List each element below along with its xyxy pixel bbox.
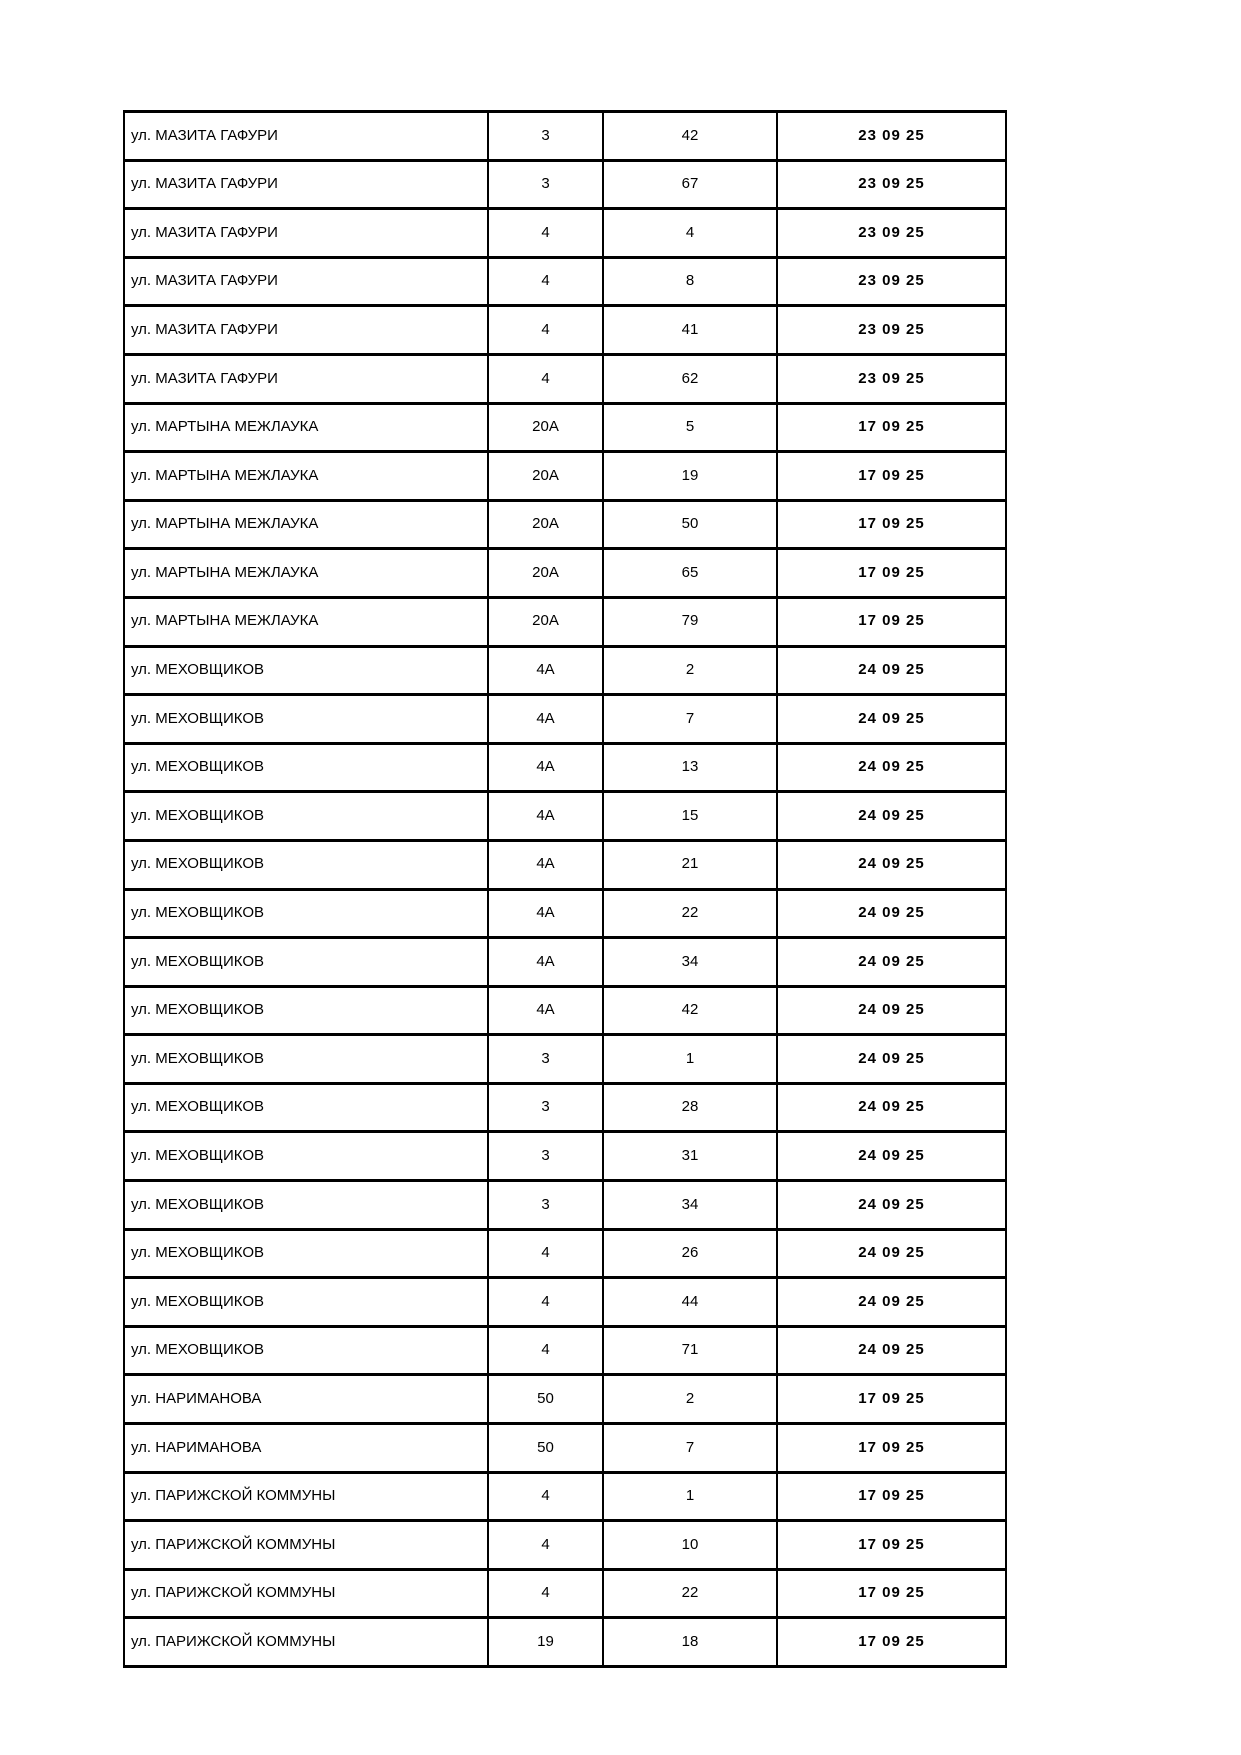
house-number-cell: 20А <box>488 500 603 549</box>
apartment-number-cell: 44 <box>603 1278 777 1327</box>
house-number-cell: 4А <box>488 986 603 1035</box>
apartment-number-cell: 34 <box>603 1181 777 1230</box>
apartment-number-cell: 79 <box>603 597 777 646</box>
house-number-cell: 4А <box>488 792 603 841</box>
table-row <box>124 306 1006 355</box>
house-number-cell: 3 <box>488 1035 603 1084</box>
table-row <box>124 986 1006 1035</box>
table-row <box>124 500 1006 549</box>
date-cell: 23 09 25 <box>777 306 1006 355</box>
table-row <box>124 257 1006 306</box>
apartment-number-cell: 41 <box>603 306 777 355</box>
house-number-cell: 3 <box>488 1132 603 1181</box>
street-name-cell: ул. МЕХОВЩИКОВ <box>124 1278 488 1327</box>
street-name-cell: ул. ПАРИЖСКОЙ КОММУНЫ <box>124 1618 488 1667</box>
date-cell: 17 09 25 <box>777 1472 1006 1521</box>
street-name-cell: ул. МЕХОВЩИКОВ <box>124 743 488 792</box>
date-cell: 24 09 25 <box>777 743 1006 792</box>
apartment-number-cell: 22 <box>603 889 777 938</box>
street-name-cell: ул. МЕХОВЩИКОВ <box>124 646 488 695</box>
street-name-cell: ул. МЕХОВЩИКОВ <box>124 986 488 1035</box>
apartment-number-cell: 10 <box>603 1521 777 1570</box>
street-name-cell: ул. МЕХОВЩИКОВ <box>124 695 488 744</box>
house-number-cell: 3 <box>488 112 603 161</box>
apartment-number-cell: 28 <box>603 1083 777 1132</box>
apartment-number-cell: 21 <box>603 840 777 889</box>
date-cell: 24 09 25 <box>777 695 1006 744</box>
street-name-cell: ул. ПАРИЖСКОЙ КОММУНЫ <box>124 1569 488 1618</box>
table-row <box>124 1181 1006 1230</box>
table-row <box>124 938 1006 987</box>
house-number-cell: 4 <box>488 257 603 306</box>
table-row <box>124 695 1006 744</box>
apartment-number-cell: 1 <box>603 1035 777 1084</box>
house-number-cell: 4 <box>488 1472 603 1521</box>
house-number-cell: 4 <box>488 1278 603 1327</box>
table-row <box>124 354 1006 403</box>
apartment-number-cell: 65 <box>603 549 777 598</box>
date-cell: 23 09 25 <box>777 257 1006 306</box>
table-row <box>124 112 1006 161</box>
apartment-number-cell: 13 <box>603 743 777 792</box>
street-name-cell: ул. МЕХОВЩИКОВ <box>124 1132 488 1181</box>
date-cell: 24 09 25 <box>777 1181 1006 1230</box>
apartment-number-cell: 18 <box>603 1618 777 1667</box>
street-name-cell: ул. МАЗИТА ГАФУРИ <box>124 209 488 258</box>
street-name-cell: ул. МЕХОВЩИКОВ <box>124 1035 488 1084</box>
table-row <box>124 209 1006 258</box>
table-row <box>124 743 1006 792</box>
apartment-number-cell: 7 <box>603 695 777 744</box>
date-cell: 24 09 25 <box>777 792 1006 841</box>
street-name-cell: ул. ПАРИЖСКОЙ КОММУНЫ <box>124 1521 488 1570</box>
apartment-number-cell: 2 <box>603 1375 777 1424</box>
street-name-cell: ул. МАРТЫНА МЕЖЛАУКА <box>124 403 488 452</box>
table-row <box>124 597 1006 646</box>
date-cell: 24 09 25 <box>777 840 1006 889</box>
table-row <box>124 1424 1006 1473</box>
house-number-cell: 4 <box>488 1326 603 1375</box>
house-number-cell: 4 <box>488 1229 603 1278</box>
apartment-number-cell: 22 <box>603 1569 777 1618</box>
house-number-cell: 4А <box>488 938 603 987</box>
date-cell: 23 09 25 <box>777 160 1006 209</box>
street-name-cell: ул. МАЗИТА ГАФУРИ <box>124 112 488 161</box>
date-cell: 24 09 25 <box>777 646 1006 695</box>
apartment-number-cell: 1 <box>603 1472 777 1521</box>
date-cell: 17 09 25 <box>777 1521 1006 1570</box>
date-cell: 24 09 25 <box>777 1326 1006 1375</box>
house-number-cell: 19 <box>488 1618 603 1667</box>
table-row <box>124 889 1006 938</box>
house-number-cell: 4 <box>488 209 603 258</box>
date-cell: 24 09 25 <box>777 1083 1006 1132</box>
date-cell: 17 09 25 <box>777 1569 1006 1618</box>
house-number-cell: 4 <box>488 1569 603 1618</box>
street-name-cell: ул. МЕХОВЩИКОВ <box>124 938 488 987</box>
date-cell: 17 09 25 <box>777 1375 1006 1424</box>
street-name-cell: ул. МАЗИТА ГАФУРИ <box>124 160 488 209</box>
house-number-cell: 4 <box>488 1521 603 1570</box>
date-cell: 23 09 25 <box>777 112 1006 161</box>
house-number-cell: 4А <box>488 743 603 792</box>
house-number-cell: 3 <box>488 160 603 209</box>
apartment-number-cell: 31 <box>603 1132 777 1181</box>
house-number-cell: 4А <box>488 646 603 695</box>
apartment-number-cell: 42 <box>603 986 777 1035</box>
apartment-number-cell: 19 <box>603 452 777 501</box>
date-cell: 24 09 25 <box>777 1132 1006 1181</box>
table-row <box>124 1375 1006 1424</box>
table-row <box>124 1035 1006 1084</box>
street-name-cell: ул. МАЗИТА ГАФУРИ <box>124 257 488 306</box>
street-name-cell: ул. МАЗИТА ГАФУРИ <box>124 354 488 403</box>
table-row <box>124 1132 1006 1181</box>
house-number-cell: 3 <box>488 1181 603 1230</box>
street-name-cell: ул. ПАРИЖСКОЙ КОММУНЫ <box>124 1472 488 1521</box>
street-name-cell: ул. МАРТЫНА МЕЖЛАУКА <box>124 500 488 549</box>
house-number-cell: 4А <box>488 695 603 744</box>
apartment-number-cell: 4 <box>603 209 777 258</box>
table-row <box>124 452 1006 501</box>
house-number-cell: 20А <box>488 597 603 646</box>
street-name-cell: ул. МЕХОВЩИКОВ <box>124 1326 488 1375</box>
street-name-cell: ул. НАРИМАНОВА <box>124 1375 488 1424</box>
apartment-number-cell: 62 <box>603 354 777 403</box>
schedule-table <box>123 110 1007 1668</box>
apartment-number-cell: 34 <box>603 938 777 987</box>
date-cell: 17 09 25 <box>777 549 1006 598</box>
apartment-number-cell: 15 <box>603 792 777 841</box>
house-number-cell: 20А <box>488 549 603 598</box>
table-row <box>124 1083 1006 1132</box>
table-row <box>124 1569 1006 1618</box>
date-cell: 17 09 25 <box>777 452 1006 501</box>
date-cell: 17 09 25 <box>777 1618 1006 1667</box>
date-cell: 24 09 25 <box>777 938 1006 987</box>
table-row <box>124 1472 1006 1521</box>
street-name-cell: ул. МАРТЫНА МЕЖЛАУКА <box>124 452 488 501</box>
apartment-number-cell: 42 <box>603 112 777 161</box>
table-row <box>124 646 1006 695</box>
date-cell: 17 09 25 <box>777 597 1006 646</box>
street-name-cell: ул. МЕХОВЩИКОВ <box>124 792 488 841</box>
table-row <box>124 792 1006 841</box>
street-name-cell: ул. МАРТЫНА МЕЖЛАУКА <box>124 597 488 646</box>
table-row <box>124 1229 1006 1278</box>
apartment-number-cell: 67 <box>603 160 777 209</box>
street-name-cell: ул. МАЗИТА ГАФУРИ <box>124 306 488 355</box>
house-number-cell: 4А <box>488 889 603 938</box>
table-row <box>124 1618 1006 1667</box>
table-row <box>124 1326 1006 1375</box>
table-row <box>124 840 1006 889</box>
street-name-cell: ул. МЕХОВЩИКОВ <box>124 1181 488 1230</box>
table-row <box>124 1521 1006 1570</box>
street-name-cell: ул. МЕХОВЩИКОВ <box>124 889 488 938</box>
date-cell: 23 09 25 <box>777 209 1006 258</box>
house-number-cell: 50 <box>488 1375 603 1424</box>
street-name-cell: ул. МЕХОВЩИКОВ <box>124 840 488 889</box>
date-cell: 24 09 25 <box>777 986 1006 1035</box>
house-number-cell: 4 <box>488 354 603 403</box>
date-cell: 17 09 25 <box>777 1424 1006 1473</box>
date-cell: 23 09 25 <box>777 354 1006 403</box>
house-number-cell: 3 <box>488 1083 603 1132</box>
table-row <box>124 1278 1006 1327</box>
apartment-number-cell: 26 <box>603 1229 777 1278</box>
street-name-cell: ул. МАРТЫНА МЕЖЛАУКА <box>124 549 488 598</box>
date-cell: 24 09 25 <box>777 1035 1006 1084</box>
table-row <box>124 403 1006 452</box>
apartment-number-cell: 2 <box>603 646 777 695</box>
house-number-cell: 4А <box>488 840 603 889</box>
apartment-number-cell: 8 <box>603 257 777 306</box>
date-cell: 17 09 25 <box>777 500 1006 549</box>
date-cell: 24 09 25 <box>777 1229 1006 1278</box>
house-number-cell: 4 <box>488 306 603 355</box>
street-name-cell: ул. МЕХОВЩИКОВ <box>124 1083 488 1132</box>
street-name-cell: ул. МЕХОВЩИКОВ <box>124 1229 488 1278</box>
apartment-number-cell: 5 <box>603 403 777 452</box>
date-cell: 17 09 25 <box>777 403 1006 452</box>
date-cell: 24 09 25 <box>777 1278 1006 1327</box>
apartment-number-cell: 50 <box>603 500 777 549</box>
street-name-cell: ул. НАРИМАНОВА <box>124 1424 488 1473</box>
schedule-table-body <box>124 112 1006 1667</box>
apartment-number-cell: 7 <box>603 1424 777 1473</box>
house-number-cell: 20А <box>488 403 603 452</box>
table-row <box>124 160 1006 209</box>
house-number-cell: 50 <box>488 1424 603 1473</box>
table-row <box>124 549 1006 598</box>
house-number-cell: 20А <box>488 452 603 501</box>
date-cell: 24 09 25 <box>777 889 1006 938</box>
apartment-number-cell: 71 <box>603 1326 777 1375</box>
